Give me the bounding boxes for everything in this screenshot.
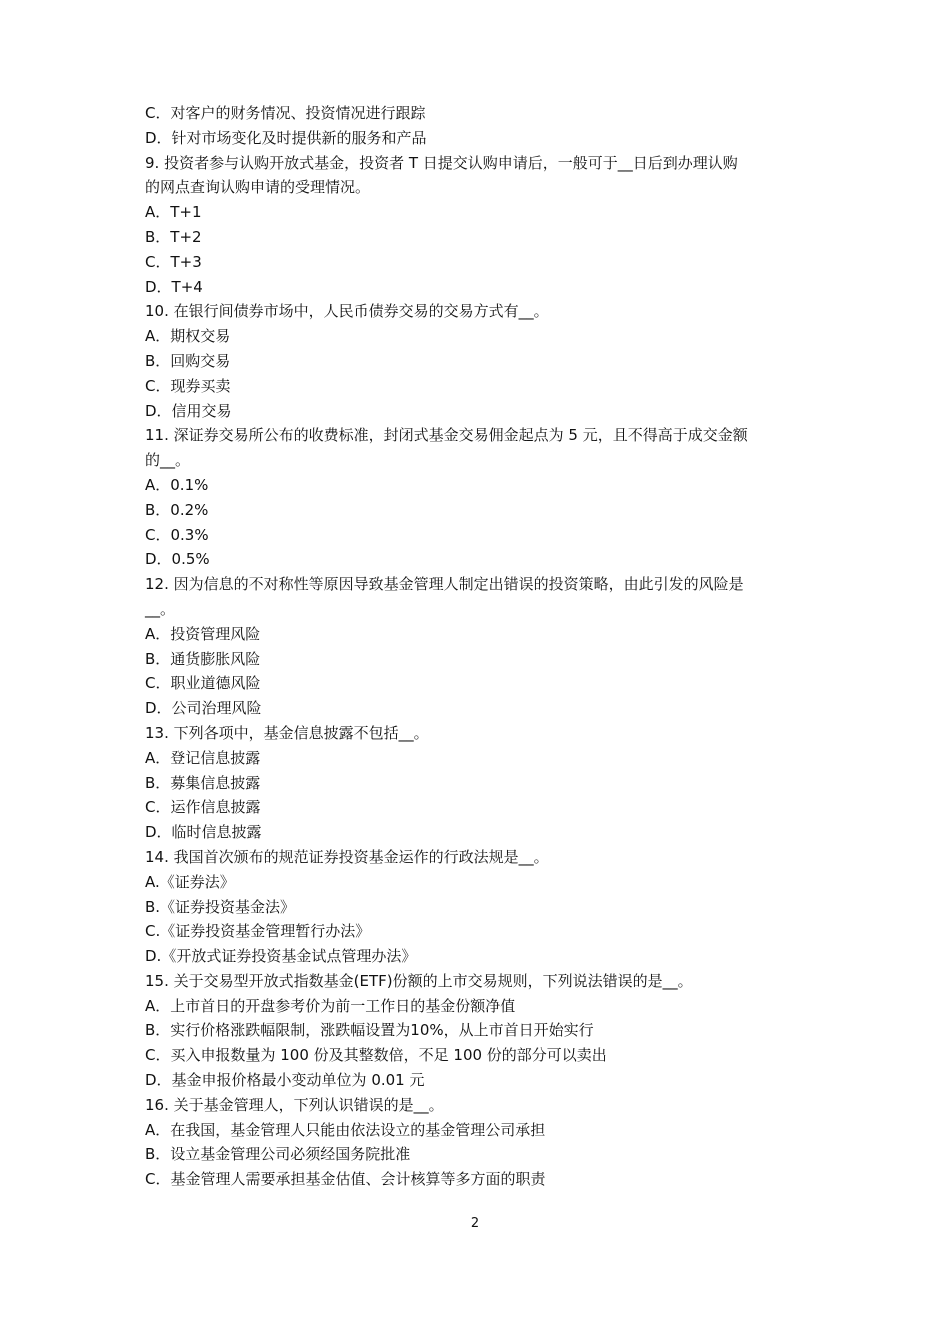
option-line: A.《证券法》 [145,872,235,891]
option-line: D.《开放式证券投资基金试点管理办法》 [145,947,417,966]
option-line: C．买入申报数量为 100 份及其整数倍，不足 100 份的部分可以卖出 [145,1046,607,1065]
option-line: A．0.1% [145,475,209,494]
option-line: B．通货膨胀风险 [145,649,261,668]
question-line: 12. 因为信息的不对称性等原因导致基金管理人制定出错误的投资策略，由此引发的风险是 [145,575,744,594]
question-line: 16. 关于基金管理人，下列认识错误的是__。 [145,1095,444,1114]
option-line: C.《证券投资基金管理暂行办法》 [145,922,371,941]
option-line: A．上市首日的开盘参考价为前一工作日的基金份额净值 [145,996,516,1015]
option-line: A．期权交易 [145,327,231,346]
option-line: D．针对市场变化及时提供新的服务和产品 [145,128,427,147]
option-line: A．在我国，基金管理人只能由依法设立的基金管理公司承担 [145,1120,546,1139]
page-number: 2 [470,1216,480,1231]
option-line: A．T+1 [145,203,202,222]
option-line: B．0.2% [145,500,209,519]
option-line: D．公司治理风险 [145,699,262,718]
option-line: B．募集信息披露 [145,773,261,792]
question-line: 15. 关于交易型开放式指数基金(ETF)份额的上市交易规则，下列说法错误的是__。 [145,971,693,990]
question-line: 11. 深证券交易所公布的收费标准，封闭式基金交易佣金起点为 5 元，且不得高于成交金额 [145,426,748,445]
option-line: B．回购交易 [145,351,231,370]
question-line: 13. 下列各项中，基金信息披露不包括__。 [145,723,429,742]
option-line: B．实行价格涨跌幅限制，涨跌幅设置为10%，从上市首日开始实行 [145,1021,594,1040]
option-line: D．0.5% [145,550,210,569]
option-line: C．0.3% [145,525,209,544]
question-line: 10. 在银行间债券市场中，人民币债券交易的交易方式有__。 [145,302,549,321]
option-line: B．T+2 [145,227,202,246]
option-line: C．职业道德风险 [145,674,261,693]
question-line: 的网点查询认购申请的受理情况。 [145,178,371,197]
option-line: A．投资管理风险 [145,624,261,643]
option-line: D．信用交易 [145,401,232,420]
option-line: D．临时信息披露 [145,823,262,842]
option-line: A．登记信息披露 [145,748,261,767]
option-line: C．对客户的财务情况、投资情况进行跟踪 [145,104,426,122]
question-line: 的__。 [145,451,191,470]
option-line: D．基金申报价格最小变动单位为 0.01 元 [145,1071,425,1090]
option-line: C．基金管理人需要承担基金估值、会计核算等多方面的职责 [145,1170,546,1189]
option-line: D．T+4 [145,277,203,296]
question-line: 14. 我国首次颁布的规范证券投资基金运作的行政法规是__。 [145,847,549,866]
question-line: 9. 投资者参与认购开放式基金，投资者 T 日提交认购申请后，一般可于__日后到办理认购 [145,153,738,172]
option-line: B．设立基金管理公司必须经国务院批准 [145,1145,411,1164]
question-line: __。 [145,599,176,618]
option-line: C．运作信息披露 [145,798,261,817]
document-body [145,101,815,1192]
option-line: C．T+3 [145,252,202,271]
option-line: B.《证券投资基金法》 [145,897,296,916]
option-line: C．现券买卖 [145,376,231,395]
